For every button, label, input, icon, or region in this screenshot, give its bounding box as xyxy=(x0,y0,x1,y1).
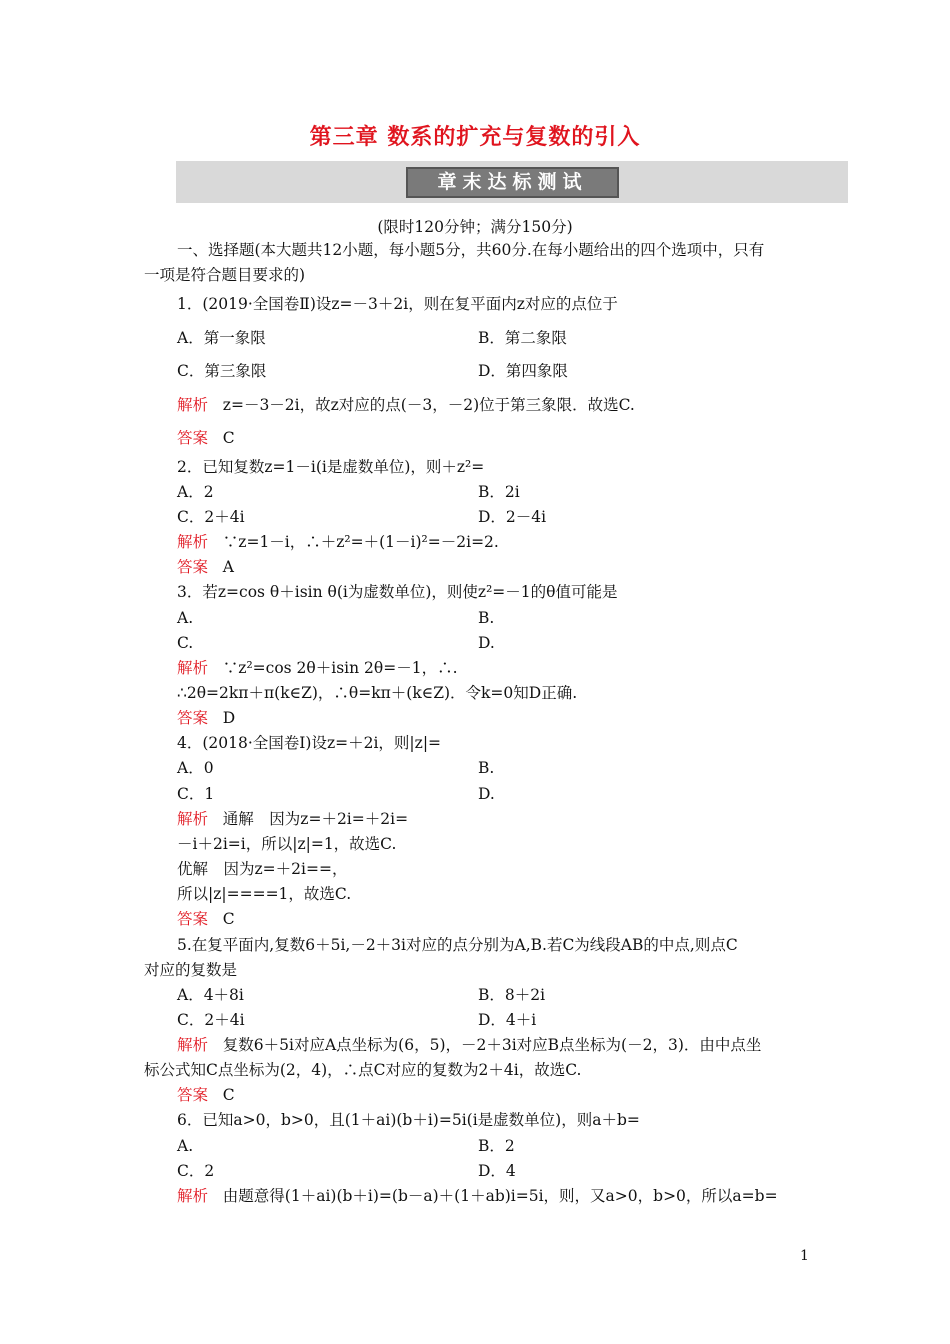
question-6-option-a: A. xyxy=(177,1137,194,1155)
solution-label: 解析 xyxy=(177,1187,209,1205)
question-1-stem: 1．(2019·全国卷Ⅱ)设z=－3＋2i，则在复平面内z对应的点位于 xyxy=(177,295,618,313)
answer-label: 答案 xyxy=(177,910,209,928)
question-6-stem: 6．已知a>0，b>0，且(1＋ai)(b＋i)=5i(i是虚数单位)，则a＋b= xyxy=(177,1111,640,1129)
answer-text: C xyxy=(222,429,235,447)
question-6-solution xyxy=(177,1186,778,1206)
time-limit-note: (限时120分钟；满分150分) xyxy=(377,218,573,236)
question-1-option-b: B．第二象限 xyxy=(478,329,567,347)
page-number: 1 xyxy=(800,1248,809,1264)
question-2-stem: 2．已知复数z=1－i(i是虚数单位)，则＋z²= xyxy=(177,458,485,476)
question-3-solution xyxy=(177,658,458,678)
question-3-option-d: D. xyxy=(478,634,495,652)
question-4-solution xyxy=(177,809,408,829)
question-5-option-d: D．4＋i xyxy=(478,1011,537,1029)
answer-text: C xyxy=(222,1086,235,1104)
question-2-option-b: B．2i xyxy=(478,483,520,501)
answer-label: 答案 xyxy=(177,709,209,727)
question-4-answer xyxy=(177,909,235,929)
chapter-title: 第三章 数系的扩充与复数的引入 xyxy=(309,124,641,150)
question-1-answer xyxy=(177,428,235,448)
question-3-option-b: B. xyxy=(478,609,495,627)
question-5-answer xyxy=(177,1085,235,1105)
test-banner: 章末达标测试 xyxy=(406,167,619,198)
solution-label: 解析 xyxy=(177,396,209,414)
question-1-option-d: D．第四象限 xyxy=(478,362,568,380)
answer-text: D xyxy=(222,709,236,727)
question-1-solution xyxy=(177,395,635,415)
question-4-alt-solution: 优解 因为z=＋2i==， xyxy=(177,860,348,878)
question-2-solution xyxy=(177,532,499,552)
question-3-solution-cont: ∴2θ=2kπ＋π(k∈Z)，∴θ=kπ＋(k∈Z)．令k=0知D正确. xyxy=(177,684,578,702)
solution-text: 通解 因为z=＋2i=＋2i= xyxy=(222,810,409,828)
question-3-option-c: C. xyxy=(177,634,194,652)
solution-label: 解析 xyxy=(177,1036,209,1054)
question-2-answer xyxy=(177,557,234,577)
answer-label: 答案 xyxy=(177,429,209,447)
question-1-option-c: C．第三象限 xyxy=(177,362,267,380)
question-4-solution-cont: －i＋2i=i，所以|z|=1，故选C. xyxy=(177,835,397,853)
question-4-stem: 4．(2018·全国卷Ⅰ)设z=＋2i，则|z|= xyxy=(177,734,442,752)
answer-label: 答案 xyxy=(177,558,209,576)
solution-text: 复数6＋5i对应A点坐标为(6，5)，－2＋3i对应B点坐标为(－2，3)．由中点坐 xyxy=(222,1036,762,1054)
question-5-option-c: C．2＋4i xyxy=(177,1011,245,1029)
question-5-option-b: B．8＋2i xyxy=(478,986,546,1004)
solution-text: ∵z²=cos 2θ＋isin 2θ=－1，∴. xyxy=(222,659,458,677)
answer-text: A xyxy=(222,558,234,576)
answer-label: 答案 xyxy=(177,1086,209,1104)
solution-label: 解析 xyxy=(177,810,209,828)
question-4-option-d: D. xyxy=(478,785,495,803)
question-5-solution xyxy=(177,1035,761,1055)
question-5-stem-cont: 对应的复数是 xyxy=(144,961,238,979)
section-intro-cont: 一项是符合题目要求的) xyxy=(144,266,306,284)
solution-text: 由题意得(1＋ai)(b＋i)=(b－a)＋(1＋ab)i=5i，则，又a>0，b>0，所以a=b= xyxy=(222,1187,778,1205)
solution-label: 解析 xyxy=(177,533,209,551)
question-3-answer xyxy=(177,708,235,728)
solution-text: z=－3－2i，故z对应的点(－3，－2)位于第三象限．故选C. xyxy=(222,396,635,414)
question-4-option-b: B. xyxy=(478,759,495,777)
question-2-option-c: C．2＋4i xyxy=(177,508,245,526)
question-2-option-a: A．2 xyxy=(177,483,214,501)
question-3-option-a: A. xyxy=(177,609,194,627)
section-intro: 一、选择题(本大题共12小题，每小题5分，共60分.在每小题给出的四个选项中，只有 xyxy=(177,241,765,259)
solution-text: ∵z=1－i，∴＋z²=＋(1－i)²=－2i=2. xyxy=(222,533,499,551)
question-5-stem: 5.在复平面内,复数6＋5i,－2＋3i对应的点分别为A,B.若C为线段AB的中点,则点C xyxy=(177,936,738,954)
question-4-alt-solution-cont: 所以|z|====1，故选C. xyxy=(177,885,352,903)
question-5-option-a: A．4＋8i xyxy=(177,986,244,1004)
question-6-option-d: D．4 xyxy=(478,1162,516,1180)
question-5-solution-cont: 标公式知C点坐标为(2，4)，∴点C对应的复数为2＋4i，故选C. xyxy=(144,1061,582,1079)
question-3-stem: 3．若z=cos θ＋isin θ(i为虚数单位)，则使z²=－1的θ值可能是 xyxy=(177,583,618,601)
solution-label: 解析 xyxy=(177,659,209,677)
answer-text: C xyxy=(222,910,235,928)
question-4-option-c: C．1 xyxy=(177,785,215,803)
question-1-option-a: A．第一象限 xyxy=(177,329,266,347)
question-6-option-c: C．2 xyxy=(177,1162,215,1180)
question-2-option-d: D．2－4i xyxy=(478,508,547,526)
question-6-option-b: B．2 xyxy=(478,1137,515,1155)
question-4-option-a: A．0 xyxy=(177,759,214,777)
